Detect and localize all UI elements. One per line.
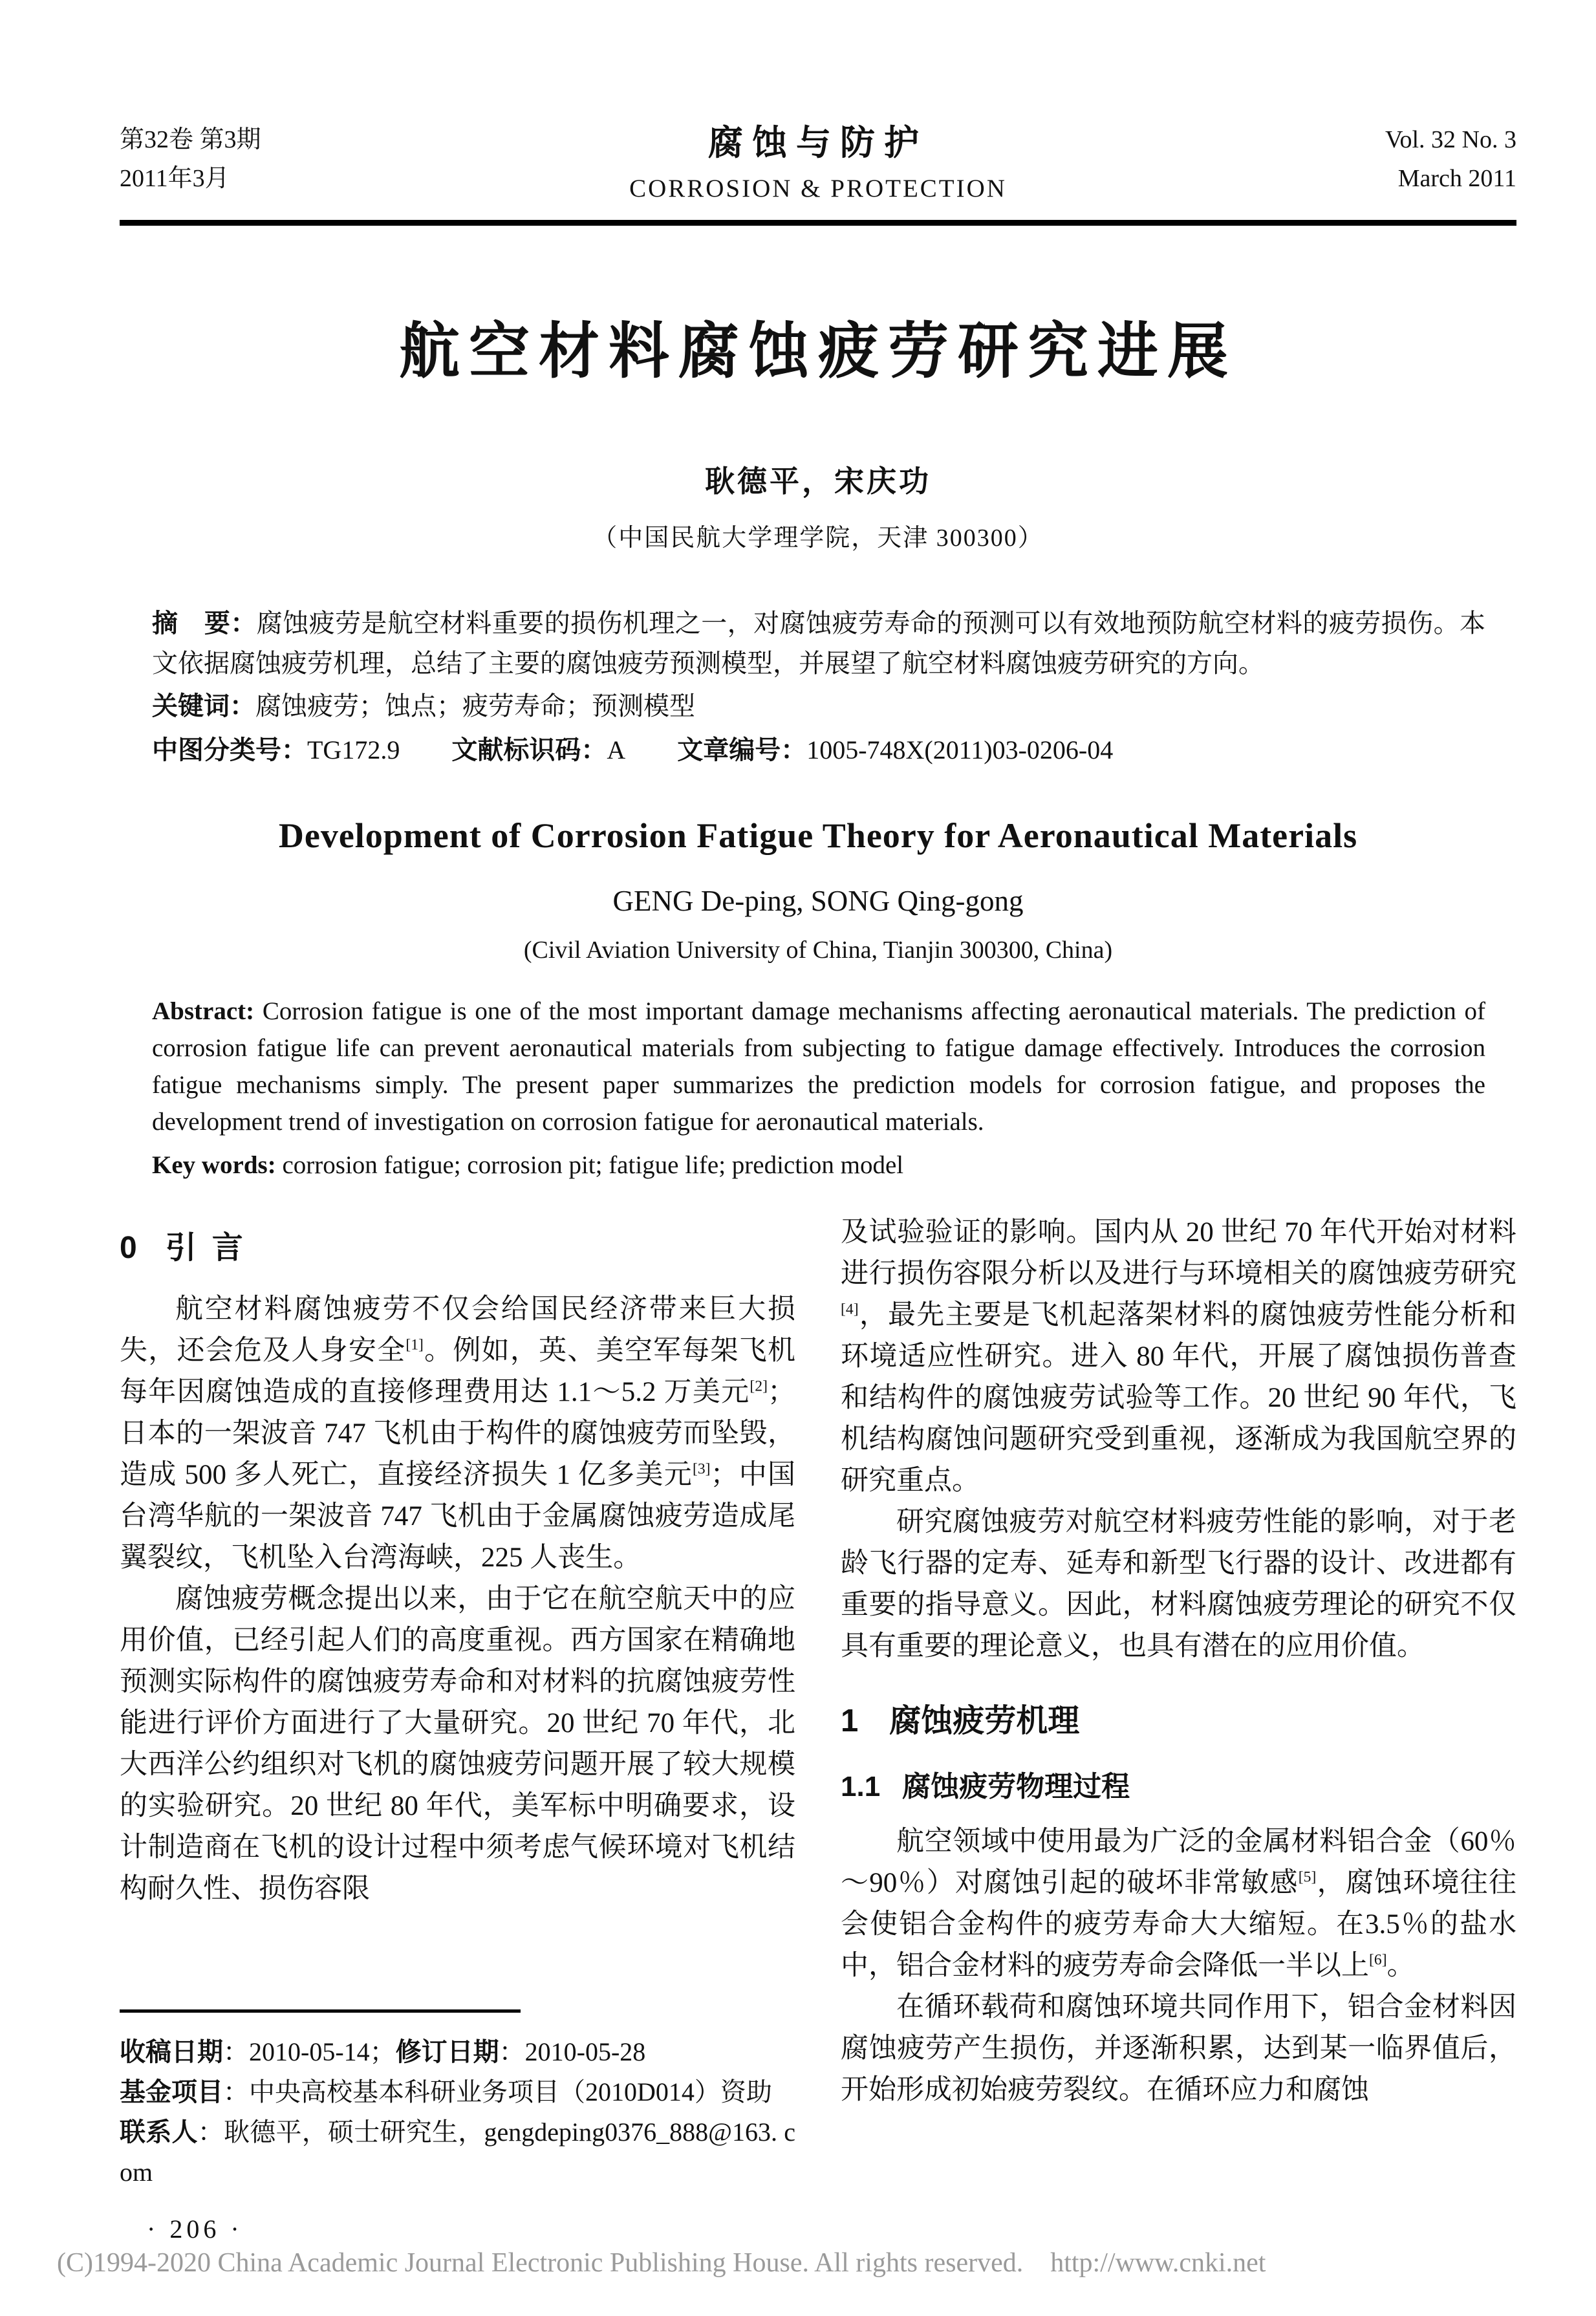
article-title-zh: 航空材料腐蚀疲劳研究进展 — [398, 317, 1237, 385]
journal-header — [120, 115, 1516, 203]
keywords-en — [152, 1147, 1485, 1184]
keywords-en-label: Key words: — [152, 1151, 276, 1179]
body-columns — [120, 1212, 1516, 2260]
date-zh: 2011年3月 — [120, 165, 230, 192]
affiliation-zh: （中国民航大学理学院，天津 300300） — [592, 525, 1044, 552]
keywords-en-text: corrosion fatigue; corrosion pit; fatigue life; prediction model — [275, 1151, 904, 1179]
abstract-zh-label: 摘 要： — [152, 609, 257, 638]
keywords-zh-text: 腐蚀疲劳；蚀点；疲劳寿命；预测模型 — [255, 691, 695, 720]
abstract-en — [152, 993, 1485, 1140]
journal-name-zh: 腐蚀与防护 — [708, 124, 928, 162]
abstract-zh-block — [120, 603, 1516, 770]
paragraph: 航空材料腐蚀疲劳不仅会给国民经济带来巨大损失，还会危及人身安全[1]。例如，英、美空军每架飞机每年因腐蚀造成的直接修理费用达 1.1～5.2 万美元[2]；日本的一架波音 747 飞机由于构件的腐蚀疲劳而坠毁，造成 500 多人死亡，直接经济损失 1 亿多美元[3]；中国台湾华航的一架波音 747 飞机由于金属腐蚀疲劳造成尾翼裂纹，飞机坠入台湾海峡，225 人丧生。 — [120, 1294, 796, 1573]
page-number: · 206 · — [147, 2214, 243, 2244]
paragraph: 腐蚀疲劳概念提出以来，由于它在航空航天中的应用价值，已经引起人们的高度重视。西方国家在精确地预测实际构件的腐蚀疲劳寿命和对材料的抗腐蚀疲劳性能进行评价方面进行了大量研究。20 世纪 70 年代，北大西洋公约组织对飞机的腐蚀疲劳问题开展了较大规模的实验研究。20 世纪 80 年代，美军标中明确要求，设计制造商在飞机的设计过程中须考虑气候环境对飞机结构耐久性、损伤容限 — [120, 1584, 795, 1904]
authors-zh: 耿德平，宋庆功 — [705, 464, 931, 498]
article-number: 文章编号：1005-748X(2011)03-0206-04 — [677, 735, 1114, 764]
right-column — [841, 1212, 1516, 2260]
journal-name-en: CORROSION & PROTECTION — [629, 175, 1007, 202]
keywords-zh-label: 关键词： — [152, 692, 255, 720]
keywords-zh — [152, 686, 1485, 726]
date-en: March 2011 — [1397, 165, 1516, 192]
footnote-received: 收稿日期：2010-05-14；修订日期：2010-05-28 — [120, 2037, 646, 2066]
paragraph: 及试验验证的影响。国内从 20 世纪 70 年代开始对材料进行损伤容限分析以及进行与环境相关的腐蚀疲劳研究[4]，最先主要是飞机起落架材料的腐蚀疲劳性能分析和环境适应性研究。进入 80 年代，开展了腐蚀损伤普查和结构件的腐蚀疲劳试验等工作。20 世纪 90 年代，飞机结构腐蚀问题研究受到重视，逐渐成为我国航空界的研究重点。 — [841, 1217, 1516, 1496]
section-0-heading: 0 引言 — [120, 1231, 259, 1265]
abstract-en-label: Abstract: — [152, 997, 255, 1025]
volume-issue-zh: 第32卷 第3期 — [120, 126, 261, 153]
footnote-block — [120, 2009, 795, 2192]
header-left — [120, 120, 629, 198]
document-code: 文献标识码：A — [451, 735, 626, 764]
footnote-contact: 联系人：耿德平，硕士研究生，gengdeping0376_888@163. com — [120, 2117, 796, 2187]
header-right — [1007, 120, 1516, 198]
header-rule — [120, 220, 1516, 226]
section-1-heading: 1 腐蚀疲劳机理 — [841, 1704, 1080, 1738]
classification-line — [152, 730, 1485, 770]
paragraph: 在循环载荷和腐蚀环境共同作用下，铝合金材料因腐蚀疲劳产生损伤，并逐渐积累，达到某一临界值后，开始形成初始疲劳裂纹。在循环应力和腐蚀 — [841, 1992, 1516, 2105]
abstract-en-block — [120, 993, 1516, 1184]
abstract-en-text: Corrosion fatigue is one of the most important damage mechanisms affecting aeronautical materials. The prediction of corrosion fatigue life can prevent aeronautical materials from subjecting to fatigue damage effectively. Introduces the corrosion fatigue mechanisms simply. The present paper summarizes the prediction models for corrosion fatigue, and proposes the development trend of investigation on corrosion fatigue for aeronautical materials. — [152, 997, 1485, 1136]
copyright-line: (C)1994-2020 China Academic Journal Electronic Publishing House. All rights reserved. http://www.cnki.net — [57, 2248, 1266, 2278]
abstract-zh — [152, 603, 1485, 684]
left-column — [120, 1212, 795, 2260]
header-center — [629, 115, 1007, 203]
authors-en: GENG De-ping, SONG Qing-gong — [612, 885, 1024, 917]
affiliation-en: (Civil Aviation University of China, Tianjin 300300, China) — [523, 936, 1113, 964]
paragraph: 研究腐蚀疲劳对航空材料疲劳性能的影响，对于老龄飞行器的定寿、延寿和新型飞行器的设计、改进都有重要的指导意义。因此，材料腐蚀疲劳理论的研究不仅具有重要的理论意义，也具有潜在的应用价值。 — [841, 1507, 1516, 1661]
paragraph: 航空领域中使用最为广泛的金属材料铝合金（60％～90％）对腐蚀引起的破坏非常敏感[5]，腐蚀环境往往会使铝合金构件的疲劳寿命大大缩短。在3.5％的盐水中，铝合金材料的疲劳寿命会降低一半以上[6]。 — [841, 1826, 1517, 1981]
footnote-fund: 基金项目：中央高校基本科研业务项目（2010D014）资助 — [120, 2077, 772, 2106]
footnote-rule — [120, 2009, 521, 2013]
abstract-zh-text: 腐蚀疲劳是航空材料重要的损伤机理之一，对腐蚀疲劳寿命的预测可以有效地预防航空材料的疲劳损伤。本文依据腐蚀疲劳机理，总结了主要的腐蚀疲劳预测模型，并展望了航空材料腐蚀疲劳研究的方向。 — [152, 609, 1486, 678]
section-1-1-heading: 1.1 腐蚀疲劳物理过程 — [841, 1771, 1130, 1802]
clc-number: 中图分类号：TG172.9 — [152, 735, 400, 764]
volume-issue-en: Vol. 32 No. 3 — [1385, 126, 1516, 153]
article-title-en: Development of Corrosion Fatigue Theory for Aeronautical Materials — [278, 816, 1358, 855]
